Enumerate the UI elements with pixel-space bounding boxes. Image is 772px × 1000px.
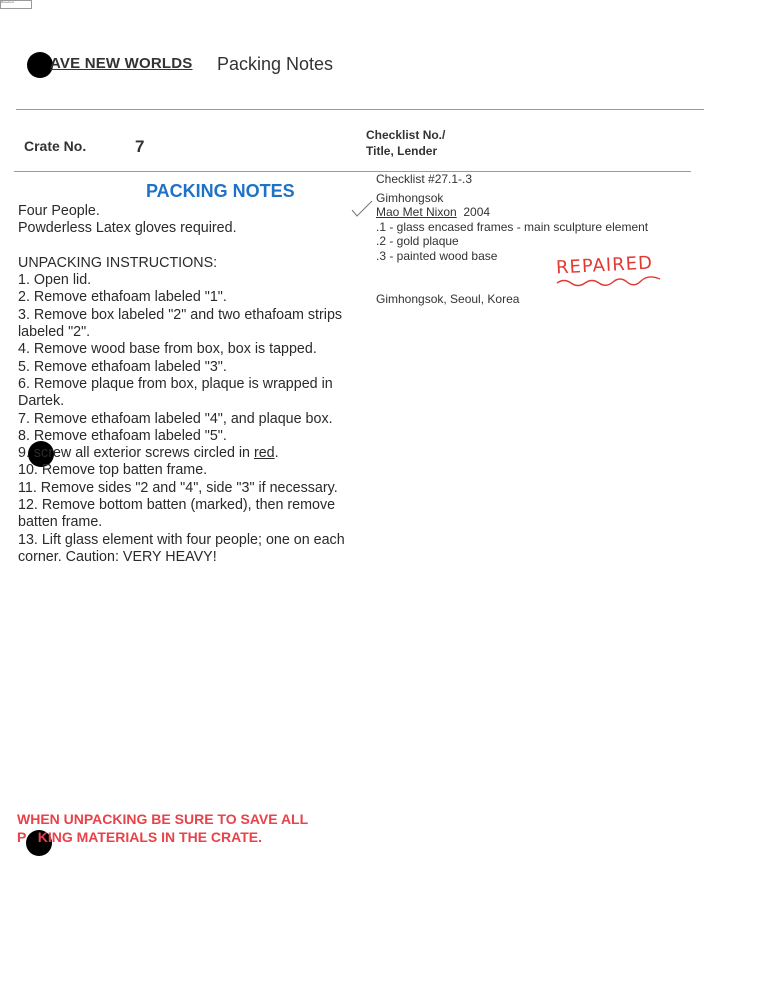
instruction-line: 8. Remove ethafoam labeled "5". (18, 427, 227, 444)
artwork-title: Mao Met Nixon (376, 205, 457, 219)
checklist-item: .3 - painted wood base (376, 248, 498, 263)
warning-line-1: WHEN UNPACKING BE SURE TO SAVE ALL (17, 811, 309, 827)
red-word: red (253, 445, 275, 462)
instruction-line: 2. Remove ethafoam labeled "1". (18, 289, 227, 306)
checklist-item: .1 - glass encased frames - main sculpture element (376, 219, 649, 234)
checklist-block (376, 172, 648, 263)
save-materials-warning (17, 810, 308, 846)
instruction-line: 7. Remove ethafoam labeled "4", and plaque box. (18, 410, 333, 427)
annotation-underline (556, 276, 662, 288)
instruction-line: 11. Remove sides "2 and "4", side "3" if necessary. (18, 479, 338, 496)
instruction-9-prefix: 9. screw all exterior screws circled in (18, 445, 254, 462)
check-mark-icon (350, 200, 374, 218)
instruction-line: 4. Remove wood base from box, box is tapped. (18, 341, 317, 358)
checklist-item: .2 - gold plaque (376, 234, 459, 248)
instruction-line: batten frame. (18, 514, 103, 531)
checklist-number: Checklist #27.1-.3 (376, 172, 473, 186)
lender: Gimhongsok, Seoul, Korea (376, 292, 520, 306)
artwork-title-line (376, 205, 648, 220)
checklist-label-line2: Title, Lender (366, 144, 438, 158)
gloves-required: Powderless Latex gloves required. (18, 220, 237, 237)
blank-line (18, 238, 345, 255)
artwork-year: 2004 (463, 205, 491, 219)
checklist-label-line1: Checklist No./ (366, 128, 446, 142)
instruction-line: corner. Caution: VERY HEAVY! (18, 548, 217, 565)
instruction-line: 3. Remove box labeled "2" and two ethafoam strips (18, 306, 343, 323)
instruction-line: 13. Lift glass element with four people; one on each (18, 531, 345, 548)
header-rule (16, 109, 704, 110)
instruction-line: 6. Remove plaque from box, plaque is wrapped in (18, 375, 333, 392)
instruction-line: Dartek. (18, 393, 65, 410)
packing-notes-heading: PACKING NOTES (146, 181, 295, 201)
instruction-line: 10. Remove top batten frame. (18, 462, 208, 479)
instruction-line: 1. Open lid. (18, 272, 92, 289)
instruction-line: 12. Remove bottom batten (marked), then remove (18, 497, 336, 514)
packing-notes-body (18, 203, 345, 566)
instruction-line-9 (18, 445, 345, 462)
crate-number: 7 (135, 137, 145, 156)
artist-name: Gimhongsok (376, 190, 444, 205)
checklist-column-label (366, 127, 445, 159)
people-required: Four People. (18, 203, 100, 219)
document-type: Packing Notes (217, 54, 334, 74)
instruction-line: 5. Remove ethafoam labeled "3". (18, 358, 227, 375)
repaired-annotation: REPAIRED (555, 252, 654, 279)
instruction-9-suffix: . (274, 445, 279, 462)
instruction-line: labeled "2". (18, 324, 91, 341)
instructions-heading: UNPACKING INSTRUCTIONS: (18, 254, 218, 271)
brand-name: AVE NEW WORLDS (50, 55, 193, 72)
warning-line-2: P KING MATERIALS IN THE CRATE. (17, 829, 263, 845)
crate-label: Crate No. (24, 138, 87, 154)
received-stamp: Received (0, 0, 32, 9)
